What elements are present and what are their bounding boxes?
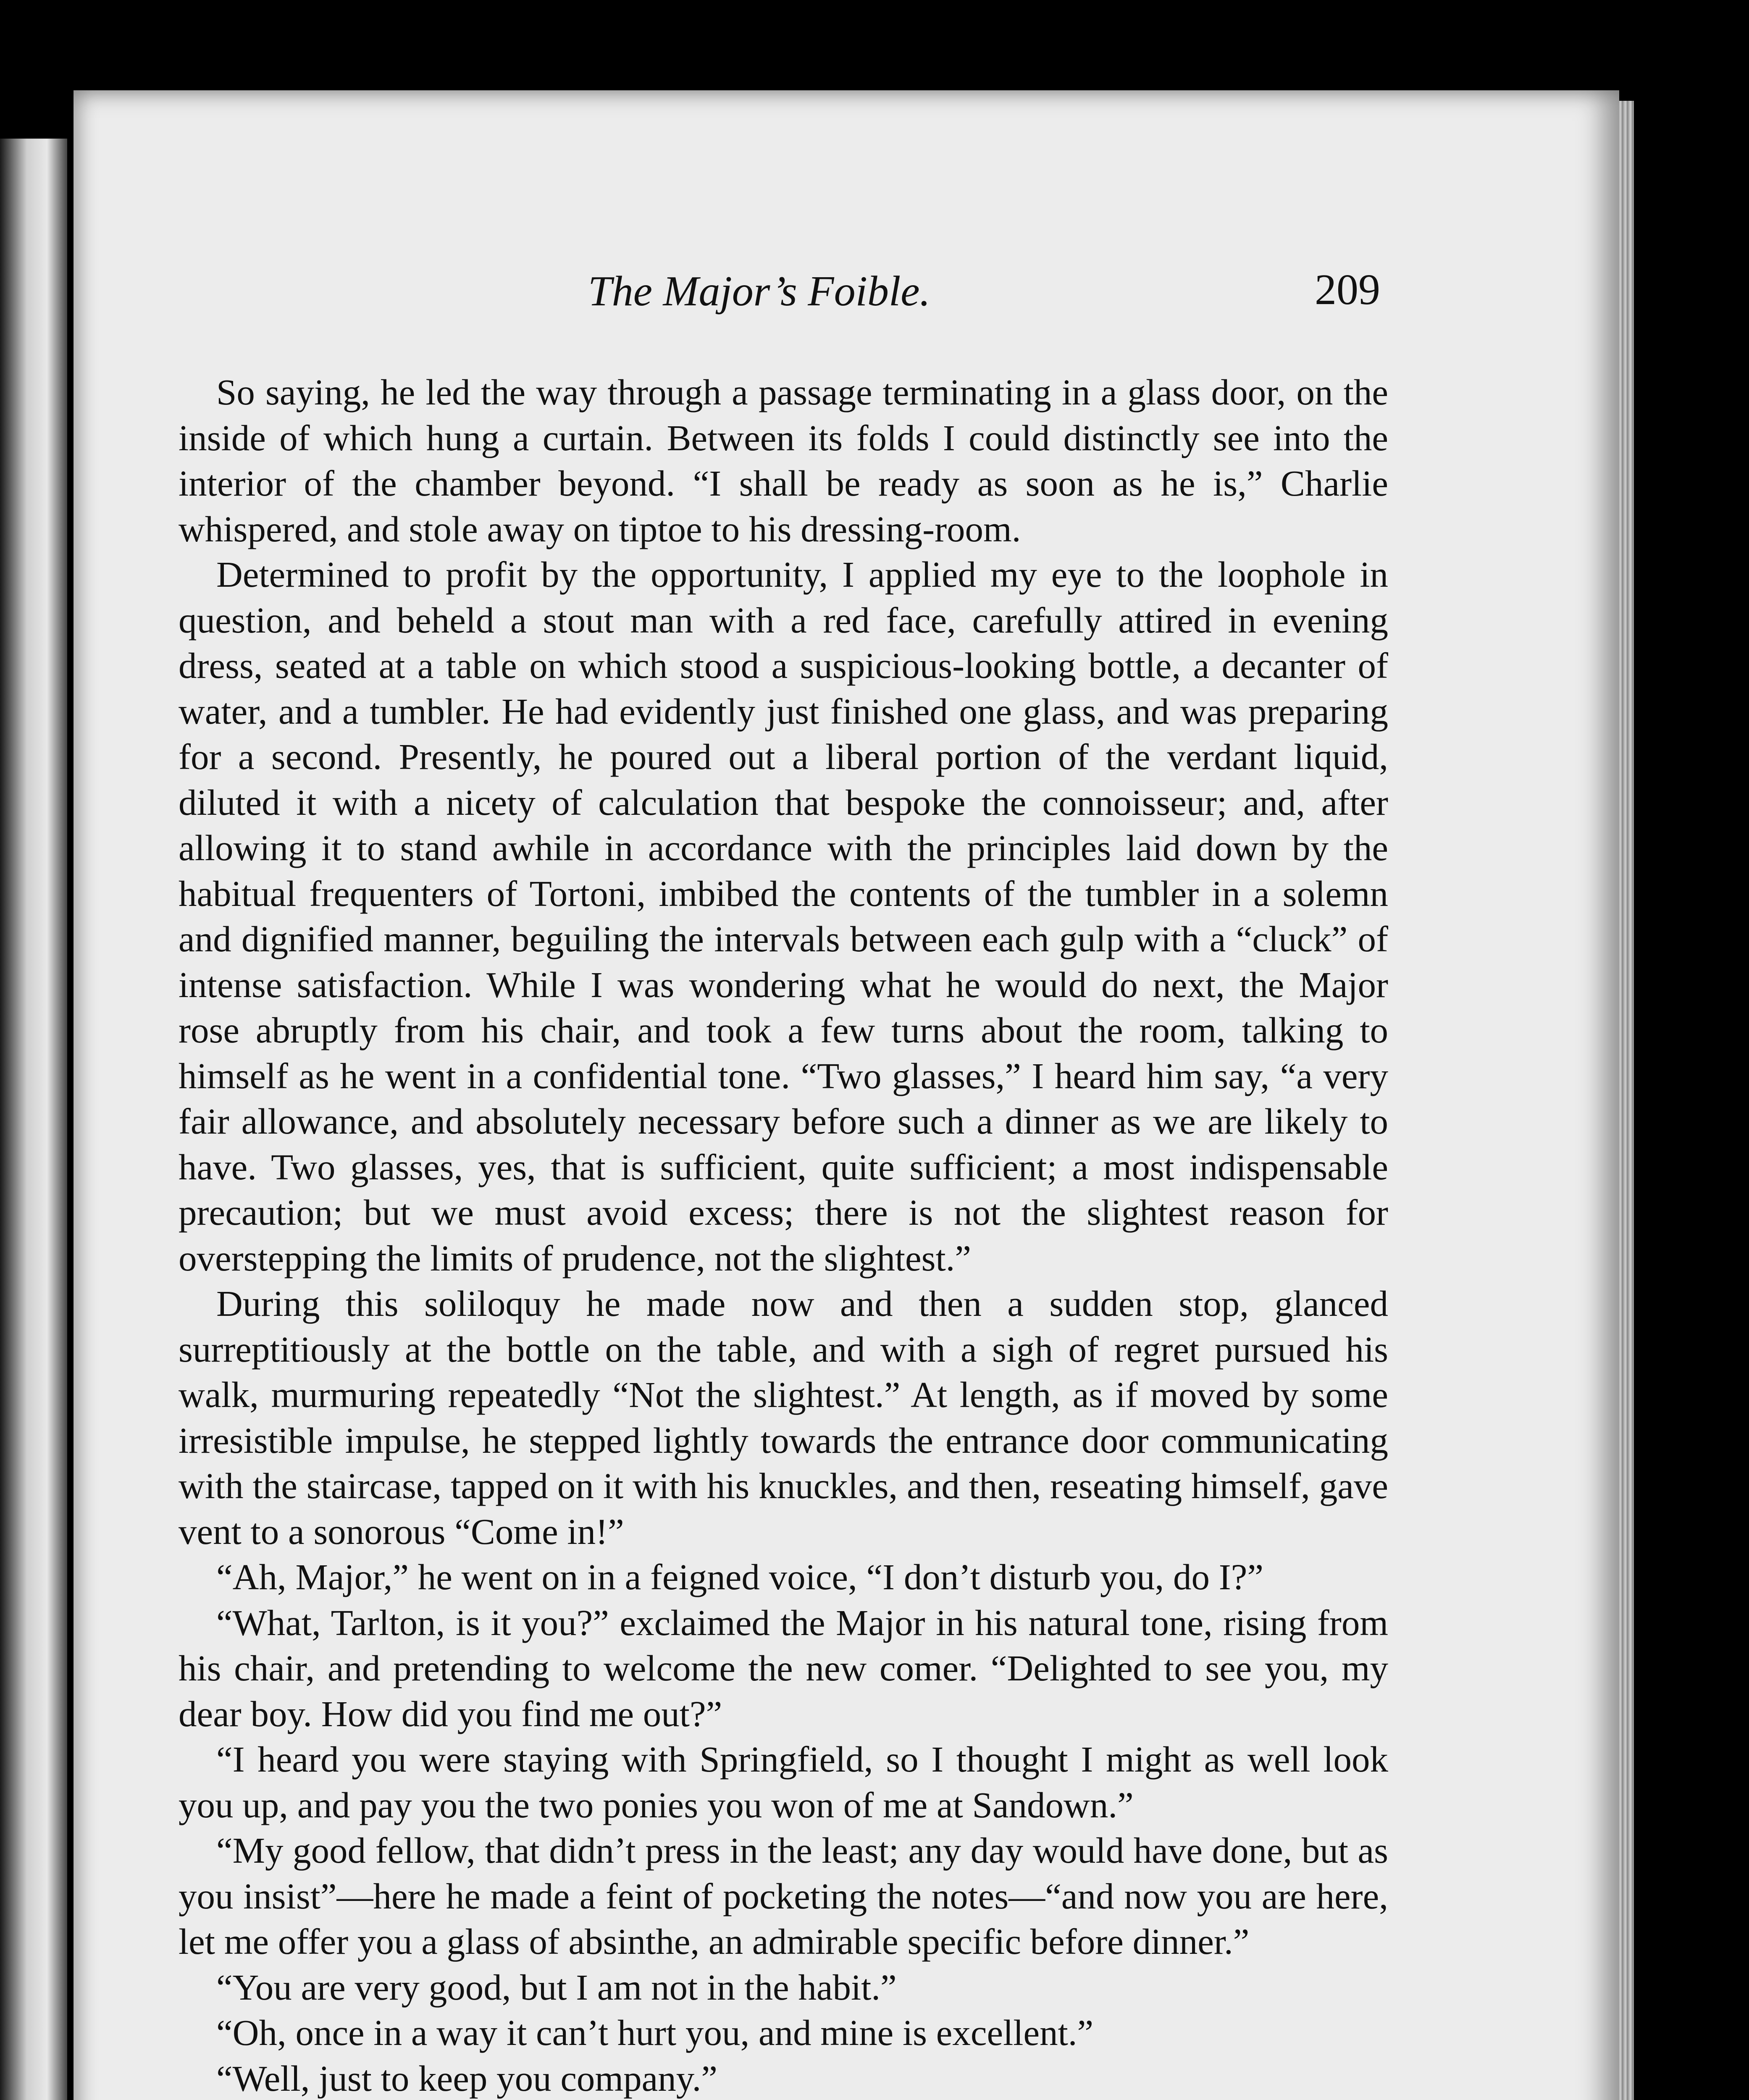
paragraph: “I heard you were staying with Springfield, so I thought I might as well look you up, and pay you the two ponies you won of me at Sandown.”	[179, 1739, 1388, 1825]
paragraph: “My good fellow, that didn’t press in the least; any day would have done, but as you insist”—here he made a feint of pocketing the notes—“and now you are here, let me offer you a glass of absinthe, an admirable specific before dinner.”	[179, 1830, 1388, 1962]
paragraph: Determined to profit by the opportunity, I applied my eye to the loophole in question, and beheld a stout man with a red face, carefully attired in evening dress, seated at a table on which stood a suspicious-looking bottle, a decanter of water, and a tumbler. He had evidently just finished one glass, and was preparing for a second. Presently, he poured out a liberal portion of the verdant liquid, diluted it with a nicety of calculation that bespoke the connoisseur; and, after allowing it to stand awhile in accordance with the principles laid down by the habitual frequenters of Tortoni, imbibed the contents of the tumbler in a solemn and dignified manner, beguiling the intervals between each gulp with a “cluck” of intense satisfaction. While I was wondering what he would do next, the Major rose abruptly from his chair, and took a few turns about the room, talking to himself as he went in a confidential tone. “Two glasses,” I heard him say, “a very fair allowance, and absolutely necessary before such a dinner as we are likely to have. Two glasses, yes, that is sufficient, quite sufficient; a most indispensable precaution; but we must avoid excess; there is not the slightest reason for overstepping the limits of prudence, not the slightest.”	[179, 554, 1388, 1278]
paragraph: “Well, just to keep you company.”	[216, 2058, 717, 2099]
paragraph: So saying, he led the way through a passage terminating in a glass door, on the inside of which hung a curtain. Between its folds I could distinctly see into the interior of the chamber beyond. “I shall be ready as soon as he is,” Charlie whispered, and stole away on tiptoe to his dressing-room.	[179, 372, 1388, 549]
paragraph: “What, Tarlton, is it you?” exclaimed the Major in his natural tone, rising from his chair, and pretending to welcome the new comer. “Delighted to see you, my dear boy. How did you find me out?”	[179, 1602, 1388, 1734]
body-text	[179, 370, 1388, 2100]
paragraph: During this soliloquy he made now and then a sudden stop, glanced surreptitiously at the bottle on the table, and with a sigh of regret pursued his walk, murmuring repeatedly “Not the slightest.” At length, as if moved by some irresistible impulse, he stepped lightly towards the entrance door communicating with the staircase, tapped on it with his knuckles, and then, reseating himself, gave vent to a sonorous “Come in!”	[179, 1283, 1388, 1552]
paragraph: “Oh, once in a way it can’t hurt you, and mine is excellent.”	[216, 2012, 1094, 2053]
paragraph: “Ah, Major,” he went on in a feigned voice, “I don’t disturb you, do I?”	[216, 1557, 1264, 1597]
running-head: The Major’s Foible.	[588, 268, 931, 315]
page-number: 209	[1315, 265, 1380, 314]
facing-page-edge	[0, 139, 67, 2100]
paragraph: “You are very good, but I am not in the habit.”	[216, 1966, 897, 2008]
